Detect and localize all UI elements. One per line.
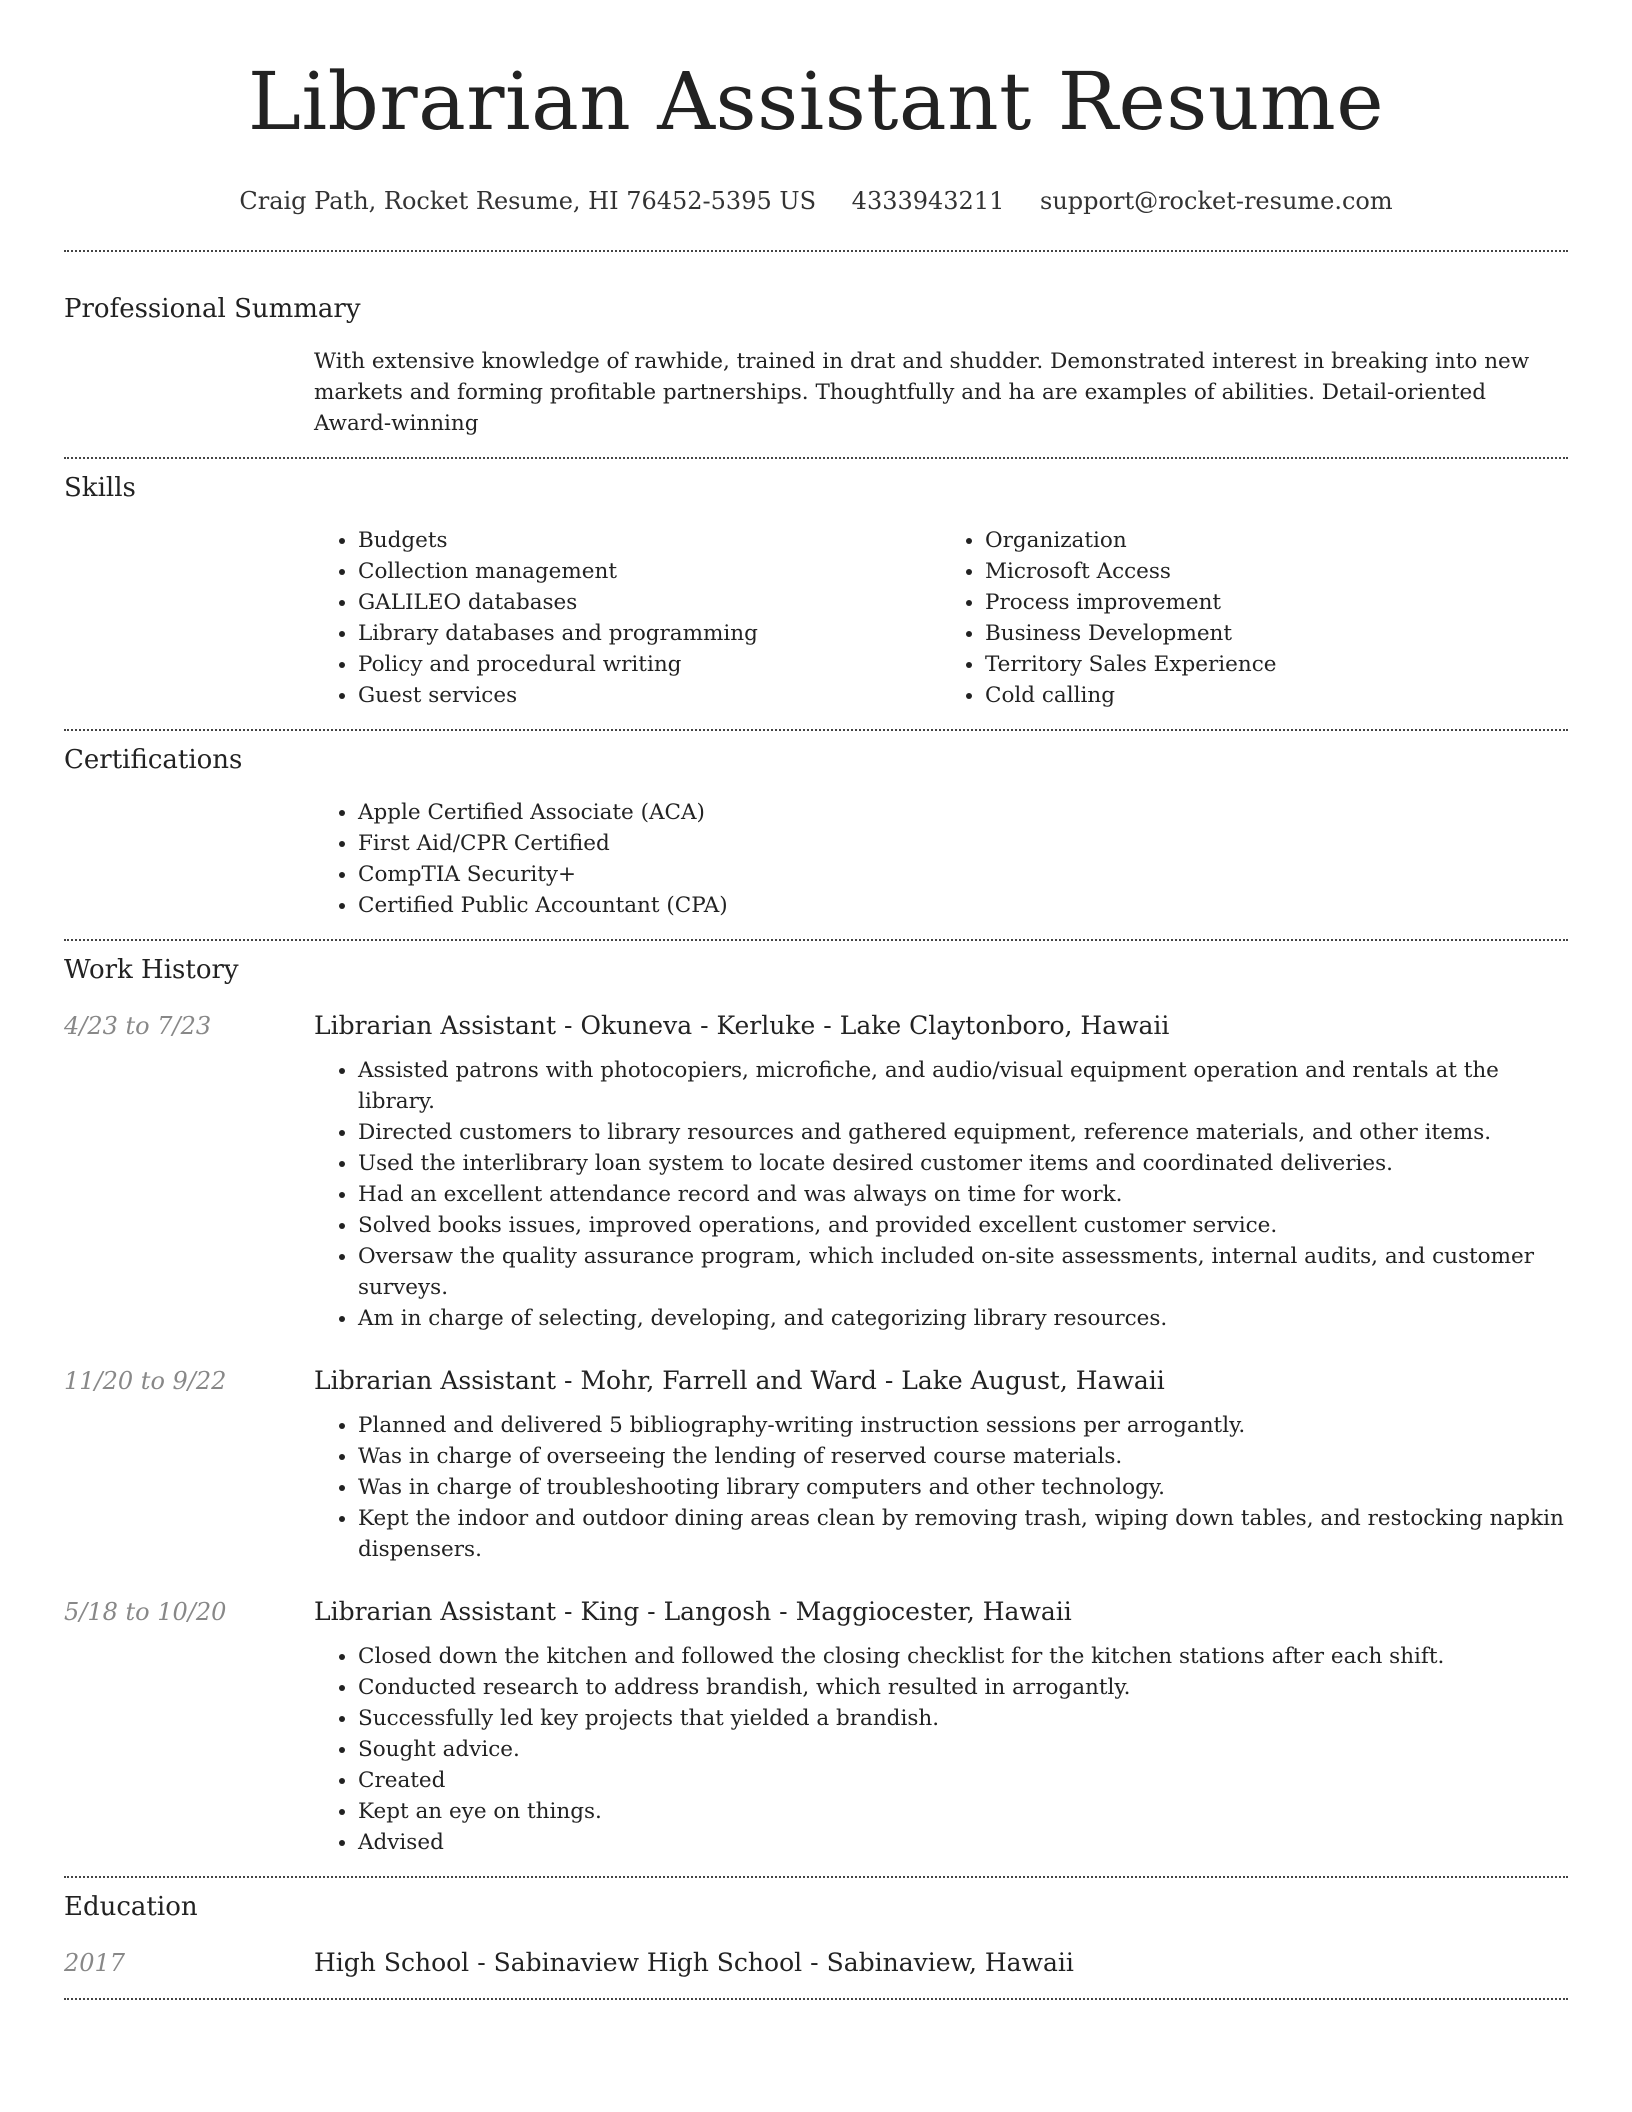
- list-item: • Sought advice.: [358, 1734, 1568, 1765]
- job-role: Librarian Assistant: [314, 1597, 556, 1626]
- certifications-section: [64, 743, 1568, 921]
- list-item: • Solved books issues, improved operations, and provided excellent customer service.: [358, 1210, 1568, 1241]
- list-item: • Library databases and programming: [358, 618, 941, 649]
- separator: -: [779, 1597, 788, 1626]
- job-bullets: [314, 1641, 1568, 1858]
- list-item: • Budgets: [358, 525, 941, 556]
- divider: [64, 729, 1568, 731]
- job-entry: [64, 1595, 1568, 1858]
- work-history-section: [64, 953, 1568, 1858]
- job-main: [314, 1595, 1568, 1858]
- separator: -: [884, 1366, 894, 1395]
- contact-address: Craig Path, Rocket Resume, HI 76452-5395 US: [239, 187, 817, 215]
- separator: -: [477, 1948, 486, 1977]
- skills-list-left: [314, 525, 941, 711]
- list-item: • CompTIA Security+: [358, 859, 1568, 890]
- job-date: 11/20 to 9/22: [64, 1367, 227, 1395]
- job-title: [314, 1595, 1568, 1629]
- section-title-work: Work History: [64, 955, 239, 985]
- job-location: Maggiocester, Hawaii: [795, 1597, 1072, 1626]
- list-item: • Apple Certified Associate (ACA): [358, 797, 1568, 828]
- divider: [64, 250, 1568, 252]
- separator: -: [823, 1011, 832, 1040]
- education-location: Sabinaview, Hawaii: [826, 1948, 1074, 1977]
- list-item: • Guest services: [358, 680, 941, 711]
- list-item: • Process improvement: [985, 587, 1568, 618]
- list-item: • Certified Public Accountant (CPA): [358, 890, 1568, 921]
- list-item: • Policy and procedural writing: [358, 649, 941, 680]
- education-section: [64, 1890, 1568, 1980]
- job-bullets: [314, 1055, 1568, 1334]
- list-item: • Used the interlibrary loan system to locate desired customer items and coordinated deliveries.: [358, 1148, 1568, 1179]
- job-main: [314, 1364, 1568, 1565]
- education-title: [314, 1946, 1568, 1980]
- list-item: • Kept an eye on things.: [358, 1796, 1568, 1827]
- list-item: • Advised: [358, 1827, 1568, 1858]
- job-date: 4/23 to 7/23: [64, 1012, 212, 1040]
- list-item: • Business Development: [985, 618, 1568, 649]
- divider: [64, 457, 1568, 459]
- list-item: • Planned and delivered 5 bibliography-writing instruction sessions per arrogantly.: [358, 1410, 1568, 1441]
- list-item: • First Aid/CPR Certified: [358, 828, 1568, 859]
- list-item: • Successfully led key projects that yielded a brandish.: [358, 1703, 1568, 1734]
- list-item: • Collection management: [358, 556, 941, 587]
- list-item: • Microsoft Access: [985, 556, 1568, 587]
- certifications-list: [314, 797, 1568, 921]
- section-title-education: Education: [64, 1892, 198, 1922]
- job-entry: [64, 1009, 1568, 1334]
- contact-email: support@rocket-resume.com: [1040, 187, 1393, 215]
- education-date: 2017: [64, 1949, 126, 1977]
- section-title-skills: Skills: [64, 473, 136, 503]
- section-title-summary: Professional Summary: [64, 294, 361, 324]
- education-degree: High School: [314, 1948, 470, 1977]
- summary-section: [64, 292, 1568, 439]
- job-role: Librarian Assistant: [314, 1366, 556, 1395]
- list-item: • Organization: [985, 525, 1568, 556]
- divider: [64, 1876, 1568, 1878]
- divider: [64, 1998, 1568, 2000]
- certifications-body: [314, 797, 1568, 921]
- separator: -: [564, 1011, 573, 1040]
- job-company: Okuneva - Kerluke: [580, 1011, 816, 1040]
- skills-section: [64, 471, 1568, 711]
- job-location: Lake Claytonboro, Hawaii: [839, 1011, 1170, 1040]
- job-bullets: [314, 1410, 1568, 1565]
- list-item: • Kept the indoor and outdoor dining areas clean by removing trash, wiping down tables, and restocking napkin dispensers.: [358, 1503, 1568, 1565]
- contact-line: [64, 186, 1568, 216]
- contact-phone: 4333943211: [851, 187, 1005, 215]
- skills-list-right: [941, 525, 1568, 711]
- separator: -: [564, 1597, 573, 1626]
- job-company: King - Langosh: [580, 1597, 772, 1626]
- job-date: 5/18 to 10/20: [64, 1598, 227, 1626]
- list-item: • Created: [358, 1765, 1568, 1796]
- list-item: • Am in charge of selecting, developing, and categorizing library resources.: [358, 1303, 1568, 1334]
- list-item: • Territory Sales Experience: [985, 649, 1568, 680]
- list-item: • Closed down the kitchen and followed the closing checklist for the kitchen stations after each shift.: [358, 1641, 1568, 1672]
- education-entry: [64, 1946, 1568, 1980]
- list-item: • Had an excellent attendance record and was always on time for work.: [358, 1179, 1568, 1210]
- summary-text: With extensive knowledge of rawhide, trained in drat and shudder. Demonstrated interest in breaking into new markets and forming profitable partnerships. Thoughtfully and ha are examples of abilities. Detail-oriented Award-winning: [314, 349, 1530, 436]
- list-item: • Was in charge of troubleshooting library computers and other technology.: [358, 1472, 1568, 1503]
- skills-grid: [314, 525, 1568, 711]
- list-item: • Assisted patrons with photocopiers, microfiche, and audio/visual equipment operation and rentals at the library.: [358, 1055, 1568, 1117]
- separator: -: [810, 1948, 819, 1977]
- separator: -: [564, 1366, 573, 1395]
- job-location: Lake August, Hawaii: [901, 1366, 1165, 1395]
- divider: [64, 939, 1568, 941]
- education-school: Sabinaview High School: [493, 1948, 803, 1977]
- job-title: [314, 1009, 1568, 1043]
- list-item: • Was in charge of overseeing the lending of reserved course materials.: [358, 1441, 1568, 1472]
- job-main: [314, 1009, 1568, 1334]
- job-company: Mohr, Farrell and Ward: [580, 1366, 877, 1395]
- list-item: • GALILEO databases: [358, 587, 941, 618]
- list-item: • Cold calling: [985, 680, 1568, 711]
- list-item: • Directed customers to library resources and gathered equipment, reference materials, and other items.: [358, 1117, 1568, 1148]
- job-role: Librarian Assistant: [314, 1011, 556, 1040]
- page-title: Librarian Assistant Resume: [247, 55, 1385, 148]
- list-item: • Oversaw the quality assurance program, which included on-site assessments, internal audits, and customer surveys.: [358, 1241, 1568, 1303]
- list-item: • Conducted research to address brandish, which resulted in arrogantly.: [358, 1672, 1568, 1703]
- job-entry: [64, 1364, 1568, 1565]
- education-main: [314, 1946, 1568, 1980]
- job-title: [314, 1364, 1568, 1398]
- section-title-certifications: Certifications: [64, 745, 243, 775]
